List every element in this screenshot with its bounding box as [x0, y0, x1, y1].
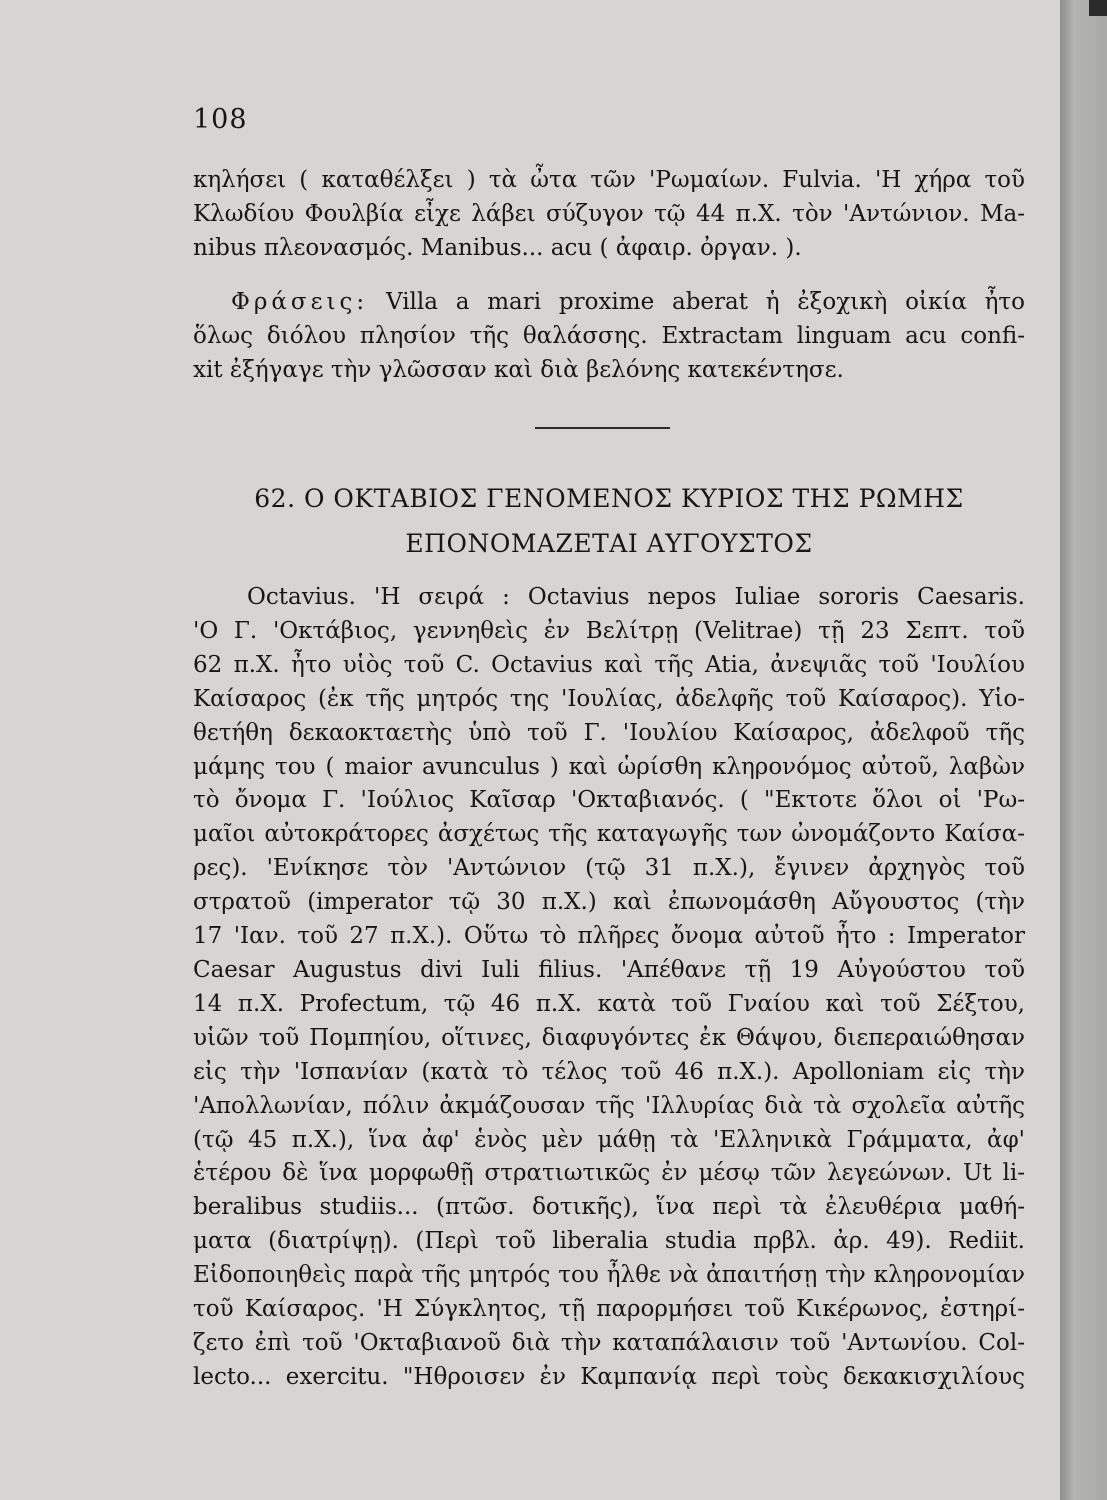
- paragraph-notes: [193, 164, 1025, 265]
- text-line: [193, 286, 1025, 320]
- text-line: μάμης του ( maior avunculus ) καὶ ὡρίσθη κληρονόμος αὐτοῦ, λαβὼν: [193, 753, 1025, 780]
- scan-corner: [1089, 0, 1107, 16]
- text-line: στρατοῦ (imperator τῷ 30 π.Χ.) καὶ ἐπωνομάσθη Αὔγουστος (τὴν: [193, 889, 1025, 916]
- text-line: Εἰδοποιηθεὶς παρὰ τῆς μητρός του ἦλθε νὰ ἀπαιτήσῃ τὴν κληρονομίαν: [193, 1262, 1025, 1289]
- text-line: 'Ο Γ. 'Οκτάβιος, γεννηθεὶς ἐν Βελίτρῃ (Velitrae) τῇ 23 Σεπτ. τοῦ: [193, 617, 1025, 644]
- paragraph-octavius: [193, 581, 1025, 1395]
- text-line: xit ἐξήγαγε τὴν γλῶσσαν καὶ διὰ βελόνης κατεκέντησε.: [193, 356, 844, 383]
- text-line: υἱῶν τοῦ Πομπηίου, οἵτινες, διαφυγόντες ἐκ Θάψου, διεπεραιώθησαν: [193, 1024, 1025, 1051]
- phrases-first-line: Villa a mari proxime aberat ἡ ἐξοχικὴ οἰκία ἦτο: [385, 289, 1026, 315]
- text-line: ἑτέρου δὲ ἵνα μορφωθῇ στρατιωτικῶς ἐν μέσῳ τῶν λεγεώνων. Ut li-: [193, 1160, 1025, 1187]
- text-line: ματα (διατρίψῃ). (Περὶ τοῦ liberalia studia πρβλ. ἀρ. 49). Rediit.: [193, 1228, 1025, 1255]
- text-line: lecto... exercitu. "Ηθροισεν ἐν Καμπανίᾳ περὶ τοὺς δεκακισχιλίους: [193, 1363, 1025, 1390]
- text-line: Caesar Augustus divi Iuli filius. 'Απέθανε τῇ 19 Αὐγούστου τοῦ: [193, 956, 1025, 983]
- text-line: beralibus studiis... (πτῶσ. δοτικῆς), ἵνα περὶ τὰ ἐλευθέρια μαθή-: [193, 1194, 1025, 1221]
- text-line: εἰς τὴν 'Ισπανίαν (κατὰ τὸ τέλος τοῦ 46 π.Χ.). Apolloniam εἰς τὴν: [193, 1058, 1025, 1085]
- text-line: τοῦ Καίσαρος. 'Η Σύγκλητος, τῇ παρορμήσει τοῦ Κικέρωνος, ἐστηρί-: [193, 1296, 1025, 1323]
- scan-edge: [1060, 0, 1107, 1500]
- text-line: τὸ ὄνομα Γ. 'Ιούλιος Καῖσαρ 'Οκταβιανός. ( "Εκτοτε ὅλοι οἱ 'Ρω-: [193, 787, 1025, 814]
- text-line: Κλωδίου Φουλβία εἶχε λάβει σύζυγον τῷ 44 π.Χ. τὸν 'Αντώνιον. Ma-: [193, 200, 1025, 227]
- text-line: μαῖοι αὐτοκράτορες ἀσχέτως τῆς καταγωγῆς των ὠνομάζοντο Καίσα-: [193, 821, 1025, 848]
- text-line: 14 π.Χ. Profectum, τῷ 46 π.Χ. κατὰ τοῦ Γναίου καὶ τοῦ Σέξτου,: [193, 990, 1025, 1017]
- text-line: ζετο ἐπὶ τοῦ 'Οκταβιανοῦ διὰ τὴν καταπάλαισιν τοῦ 'Αντωνίου. Col-: [193, 1329, 1025, 1356]
- text-line: θετήθη δεκαοκταετὴς ὑπὸ τοῦ Γ. 'Ιουλίου Καίσαρος, ἀδελφοῦ τῆς: [193, 719, 1025, 746]
- section-divider: [535, 427, 670, 429]
- text-line: nibus πλεονασμός. Manibus... acu ( ἀφαιρ. ὀργαν. ).: [193, 234, 802, 261]
- text-line: 17 'Ιαν. τοῦ 27 π.Χ.). Οὕτω τὸ πλῆρες ὄνομα αὐτοῦ ἦτο : Imperator: [193, 923, 1025, 950]
- text-line: 62 π.Χ. ἦτο υἱὸς τοῦ C. Octavius καὶ τῆς Atia, ἀνεψιᾶς τοῦ 'Ιουλίου: [193, 651, 1025, 678]
- phrases-label: Φράσεις:: [231, 289, 369, 315]
- heading-line: 62. Ο ΟΚΤΑΒΙΟΣ ΓΕΝΟΜΕΝΟΣ ΚΥΡΙΟΣ ΤΗΣ ΡΩΜΗΣ: [254, 484, 964, 513]
- section-heading: [193, 476, 1025, 566]
- paragraph-phrases: [193, 286, 1025, 387]
- text-line: Octavius. 'Η σειρά : Octavius nepos Iuliae sororis Caesaris.: [247, 584, 1025, 610]
- text-line: (τῷ 45 π.Χ.), ἵνα ἀφ' ἑνὸς μὲν μάθῃ τὰ 'Ελληνικὰ Γράμματα, ἀφ': [193, 1126, 1025, 1153]
- text-line: Καίσαρος (ἐκ τῆς μητρός της 'Ιουλίας, ἀδελφῆς τοῦ Καίσαρος). Υἱο-: [193, 685, 1025, 712]
- text-line: ρες). 'Ενίκησε τὸν 'Αντώνιον (τῷ 31 π.Χ.), ἔγινεν ἀρχηγὸς τοῦ: [193, 855, 1025, 882]
- text-line: κηλήσει ( καταθέλξει ) τὰ ὦτα τῶν 'Ρωμαίων. Fulvia. 'Η χήρα τοῦ: [193, 167, 1025, 193]
- text-line: ὅλως διόλου πλησίον τῆς θαλάσσης. Extractam linguam acu confi-: [193, 322, 1025, 349]
- text-line: 'Απολλωνίαν, πόλιν ἀκμάζουσαν τῆς 'Ιλλυρίας διὰ τὰ σχολεῖα αὐτῆς: [193, 1092, 1025, 1119]
- page-number: 108: [193, 104, 248, 135]
- heading-line: ΕΠΟΝΟΜΑΖΕΤΑΙ ΑΥΓΟΥΣΤΟΣ: [405, 529, 813, 558]
